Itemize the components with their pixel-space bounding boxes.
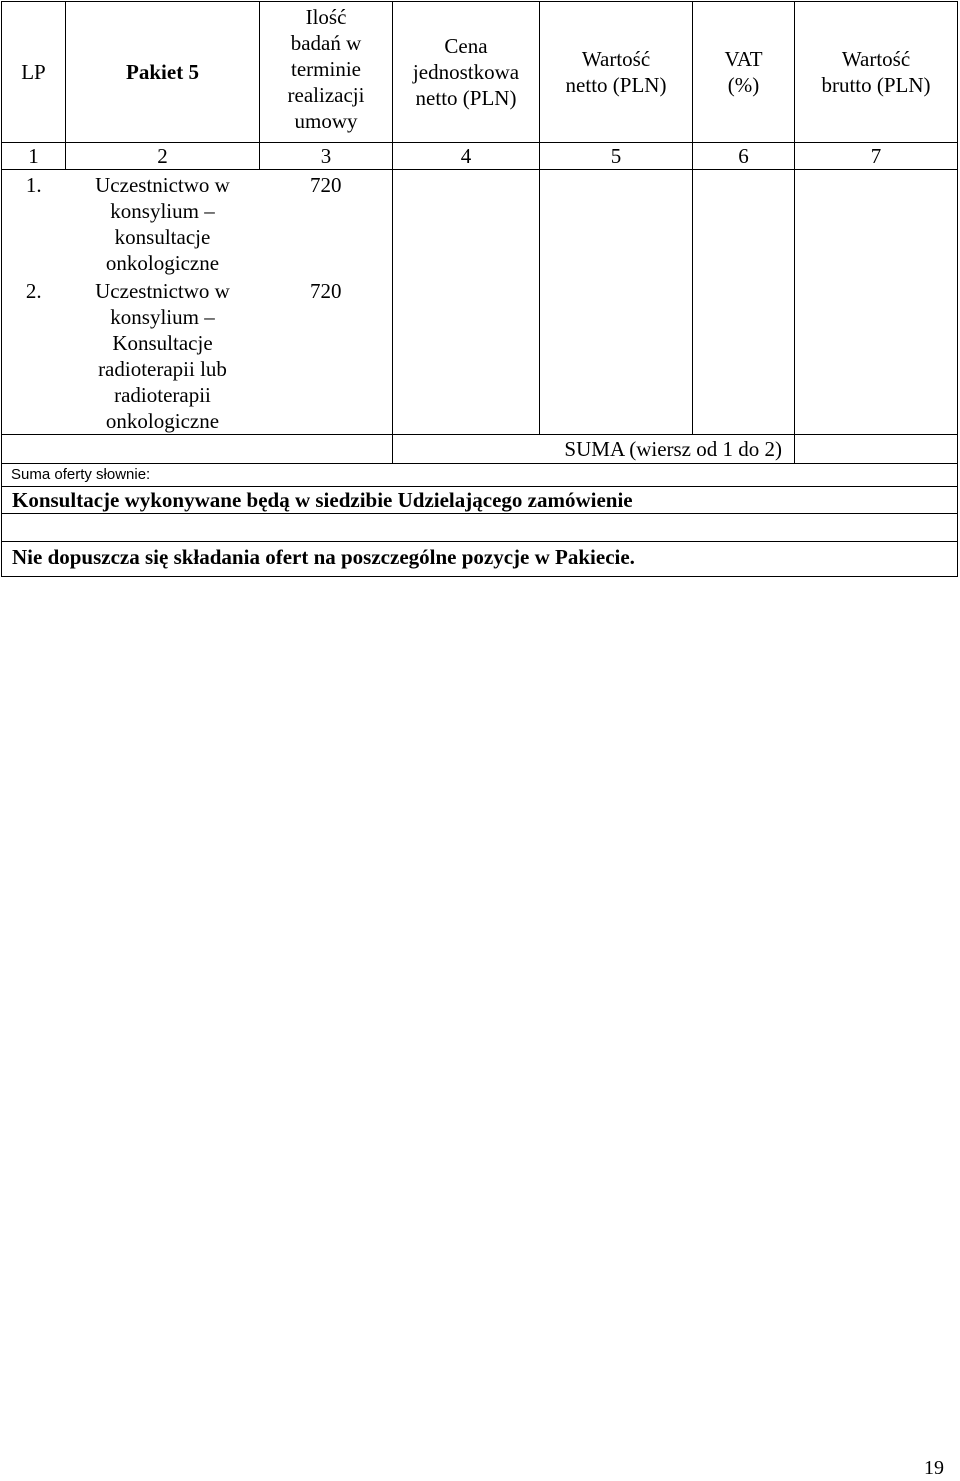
header-vat: VAT (%) <box>693 2 795 143</box>
note-row <box>2 542 958 577</box>
column-number: 6 <box>693 143 795 170</box>
pricing-table <box>1 1 958 577</box>
column-numbers-row <box>2 143 958 170</box>
row-service-name: Uczestnictwo w konsylium – Konsultacje radioterapii lub radioterapii onkologiczne <box>95 279 230 433</box>
row-lp: 2. <box>2 276 66 435</box>
header-net-value: Wartość netto (PLN) <box>540 2 693 143</box>
location-note: Konsultacje wykonywane będą w siedzibie Udzielającego zamówienie <box>2 487 958 514</box>
partial-offer-note: Nie dopuszcza się składania ofert na poszczególne pozycje w Pakiecie. <box>2 542 958 577</box>
header-lp: LP <box>2 2 66 143</box>
row-unit-price-cell[interactable] <box>393 170 540 435</box>
column-number: 5 <box>540 143 693 170</box>
row-quantity: 720 <box>260 276 393 435</box>
row-vat-cell[interactable] <box>693 170 795 435</box>
row-net-value-cell[interactable] <box>540 170 693 435</box>
location-row <box>2 487 958 514</box>
sum-row <box>2 435 958 464</box>
column-number: 7 <box>795 143 958 170</box>
row-quantity: 720 <box>260 170 393 277</box>
sum-spacer <box>2 435 393 464</box>
sum-value-cell[interactable] <box>795 435 958 464</box>
row-lp: 1. <box>2 170 66 277</box>
row-service-name: Uczestnictwo w konsylium – konsultacje onkologiczne <box>66 170 260 277</box>
row-gross-value-cell[interactable] <box>795 170 958 435</box>
words-row <box>2 464 958 487</box>
header-package: Pakiet 5 <box>66 2 260 143</box>
column-number: 1 <box>2 143 66 170</box>
column-number: 4 <box>393 143 540 170</box>
page-number: 19 <box>924 1457 944 1479</box>
column-number: 2 <box>66 143 260 170</box>
header-unit-price: Cena jednostkowa netto (PLN) <box>393 2 540 143</box>
header-row <box>2 2 958 143</box>
header-quantity: Ilość badań w terminie realizacji umowy <box>260 2 393 143</box>
sum-label: SUMA (wiersz od 1 do 2) <box>393 435 795 464</box>
table-row <box>2 170 958 277</box>
header-gross-value: Wartość brutto (PLN) <box>795 2 958 143</box>
column-number: 3 <box>260 143 393 170</box>
sum-in-words-label[interactable]: Suma oferty słownie: <box>2 464 958 487</box>
blank-cell <box>2 514 958 542</box>
blank-row <box>2 514 958 542</box>
